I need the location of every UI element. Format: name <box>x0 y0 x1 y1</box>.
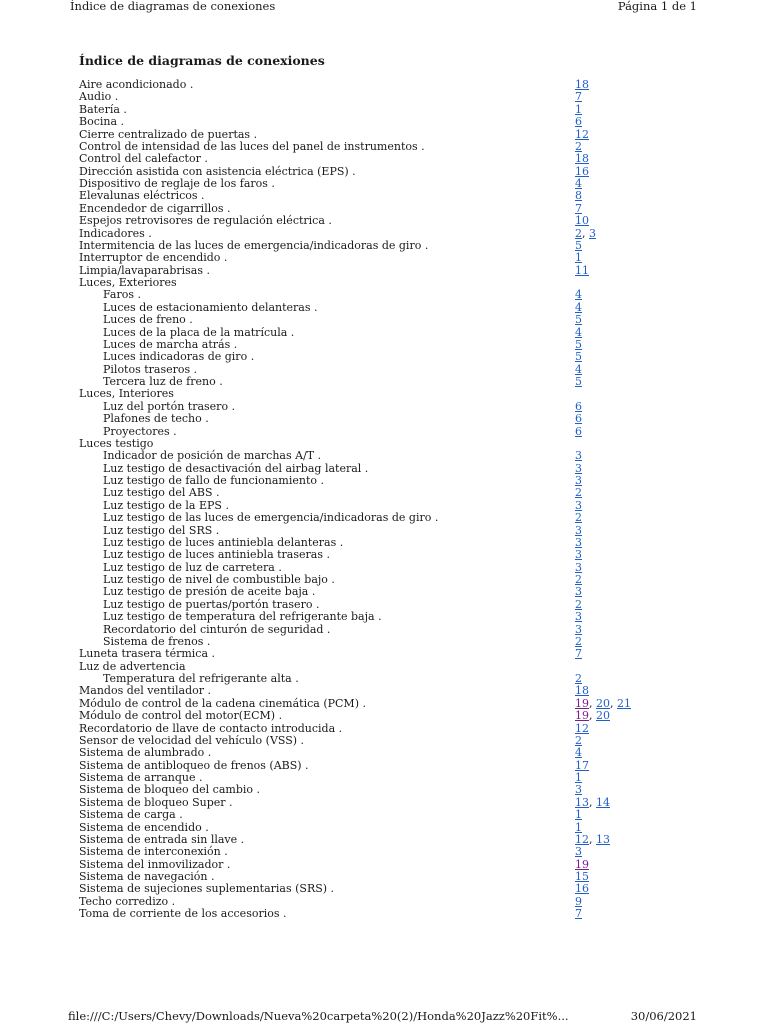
page-link[interactable]: 3 <box>575 560 582 574</box>
page-link[interactable]: 3 <box>575 523 582 537</box>
entry-label: Luces de la placa de la matrícula . <box>103 325 295 339</box>
entry-page-links <box>575 426 582 438</box>
index-entry <box>79 277 659 289</box>
page-link[interactable]: 1 <box>575 771 582 784</box>
entry-label: Sistema de arranque . <box>79 771 203 784</box>
entry-label: Sistema de alumbrado . <box>79 746 212 760</box>
page-link[interactable]: 3 <box>575 548 582 562</box>
index-subentry <box>79 314 659 326</box>
page-link[interactable]: 16 <box>575 882 589 896</box>
entry-page-links <box>575 908 582 920</box>
page-link[interactable]: 13 <box>596 832 610 846</box>
page-link[interactable]: 19 <box>575 696 589 710</box>
page-link[interactable]: 3 <box>575 783 582 797</box>
entry-label: Pilotos traseros . <box>103 362 198 376</box>
entry-label: Sistema de sujeciones suplementarias (SRS) . <box>79 882 335 896</box>
entry-page-links <box>575 376 582 388</box>
page-link[interactable]: 8 <box>575 189 582 203</box>
entry-label: Espejos retrovisores de regulación eléctrica . <box>79 214 332 228</box>
index-subentry <box>79 450 659 462</box>
entry-label: Luces de marcha atrás . <box>103 337 238 351</box>
entry-label: Dispositivo de reglaje de los faros . <box>79 177 275 190</box>
entry-label: Luz testigo de temperatura del refrigerante baja . <box>103 610 382 624</box>
page-link[interactable]: 1 <box>575 251 582 265</box>
page-link[interactable]: 6 <box>575 412 582 426</box>
page-link[interactable]: 5 <box>575 238 582 252</box>
entry-label: Aire acondicionado . <box>79 78 194 91</box>
entry-label: Luces testigo <box>79 436 154 450</box>
entry-label: Faros . <box>103 288 141 302</box>
index-entry <box>79 648 659 660</box>
page-link[interactable]: 2 <box>575 634 582 648</box>
index-subentry <box>79 351 659 363</box>
entry-label: Limpia/lavaparabrisas . <box>79 263 211 277</box>
entry-label: Sistema de navegación . <box>79 870 215 883</box>
page-link[interactable]: 4 <box>575 288 582 302</box>
page-link[interactable]: 18 <box>575 78 589 91</box>
footer-file-path: file:///C:/Users/Chevy/Downloads/Nueva%20carpeta%20(2)/Honda%20Jazz%20Fit%... <box>68 1009 569 1023</box>
entry-label: Tercera luz de freno . <box>103 375 223 388</box>
page-link[interactable]: 3 <box>575 498 582 512</box>
page-link-separator: , <box>589 696 596 710</box>
entry-label: Sensor de velocidad del vehículo (VSS) . <box>79 733 305 747</box>
index-entry <box>79 252 659 264</box>
page-link[interactable]: 11 <box>575 263 589 277</box>
entry-label: Bocina . <box>79 115 125 129</box>
index-entry <box>79 153 659 165</box>
page-link[interactable]: 6 <box>575 399 582 413</box>
index-entry <box>79 685 659 697</box>
entry-label: Luz testigo de presión de aceite baja . <box>103 585 316 599</box>
document-title: Índice de diagramas de conexiones <box>79 53 325 68</box>
page-link[interactable]: 2 <box>575 597 582 611</box>
entry-label: Luz testigo de fallo de funcionamiento . <box>103 474 324 487</box>
entry-label: Luz testigo de luces antiniebla traseras . <box>103 548 330 562</box>
entry-label: Mandos del ventilador . <box>79 684 212 698</box>
page-link-separator: , <box>610 696 617 710</box>
page-link[interactable]: 5 <box>575 375 582 388</box>
index-entry <box>79 104 659 116</box>
entry-label: Luces, Interiores <box>79 387 174 401</box>
page-link[interactable]: 4 <box>575 300 582 314</box>
page-link[interactable]: 5 <box>575 313 582 327</box>
page-link[interactable]: 3 <box>575 474 582 487</box>
page-link[interactable]: 5 <box>575 350 582 364</box>
page-link[interactable]: 7 <box>575 90 582 104</box>
entry-label: Sistema de bloqueo Super . <box>79 795 233 809</box>
entry-label: Plafones de techo . <box>103 412 209 426</box>
entry-label: Indicador de posición de marchas A/T . <box>103 449 322 463</box>
page-link-separator: , <box>589 709 596 723</box>
entry-label: Luz de advertencia <box>79 659 186 673</box>
page-link[interactable]: 3 <box>575 461 582 475</box>
entry-label: Luneta trasera térmica . <box>79 647 216 661</box>
page-link[interactable]: 5 <box>575 337 582 351</box>
index-subentry <box>79 512 659 524</box>
page-link[interactable]: 3 <box>575 449 582 463</box>
page-link[interactable]: 2 <box>575 573 582 586</box>
index-entry <box>79 710 659 722</box>
entry-label: Temperatura del refrigerante alta . <box>103 672 299 685</box>
entry-label: Luz testigo de luz de carretera . <box>103 560 282 574</box>
page-link[interactable]: 19 <box>575 857 589 871</box>
page-link[interactable]: 3 <box>575 535 582 549</box>
index-entry <box>79 846 659 858</box>
page-link[interactable]: 2 <box>575 672 582 685</box>
entry-label: Módulo de control del motor(ECM) . <box>79 709 283 723</box>
entry-label: Recordatorio de llave de contacto introducida . <box>79 721 343 735</box>
page-link-separator: , <box>582 226 589 240</box>
page-link[interactable]: 7 <box>575 647 582 661</box>
entry-label: Dirección asistida con asistencia eléctrica (EPS) . <box>79 164 356 178</box>
index-subentry <box>79 413 659 425</box>
entry-label: Sistema del inmovilizador . <box>79 857 231 871</box>
entry-page-links <box>575 265 589 277</box>
index-subentry <box>79 426 659 438</box>
page-link[interactable]: 15 <box>575 870 589 883</box>
index-subentry <box>79 487 659 499</box>
entry-label: Sistema de entrada sin llave . <box>79 832 245 846</box>
index-entry <box>79 190 659 202</box>
entry-label: Luz testigo de las luces de emergencia/indicadoras de giro . <box>103 511 439 525</box>
page-link[interactable]: 3 <box>575 610 582 624</box>
index-entry <box>79 784 659 796</box>
entry-label: Control de intensidad de las luces del panel de instrumentos . <box>79 139 425 153</box>
index-subentry <box>79 549 659 561</box>
page-link[interactable]: 2 <box>575 139 582 153</box>
index-subentry <box>79 586 659 598</box>
index-entry <box>79 908 659 920</box>
page-link[interactable]: 3 <box>575 845 582 859</box>
page-link[interactable]: 7 <box>575 201 582 215</box>
page-link[interactable]: 20 <box>596 709 610 723</box>
entry-label: Módulo de control de la cadena cinemática (PCM) . <box>79 696 366 710</box>
header-page-number: Página 1 de 1 <box>617 0 697 13</box>
page-link[interactable]: 4 <box>575 325 582 339</box>
entry-label: Sistema de carga . <box>79 808 183 822</box>
page-link[interactable]: 4 <box>575 362 582 376</box>
entry-label: Batería . <box>79 102 127 116</box>
index-entry <box>79 883 659 895</box>
page-link[interactable]: 1 <box>575 102 582 116</box>
entry-label: Indicadores . <box>79 226 152 240</box>
entry-label: Audio . <box>79 90 119 104</box>
entry-label: Sistema de frenos . <box>103 634 211 648</box>
entry-label: Luz testigo de nivel de combustible bajo . <box>103 573 335 586</box>
header-title: Índice de diagramas de conexiones <box>70 0 276 13</box>
page-link[interactable]: 6 <box>575 424 582 438</box>
page-link-separator: , <box>589 795 596 809</box>
index-entry <box>79 215 659 227</box>
index-entry <box>79 91 659 103</box>
page-link[interactable]: 21 <box>617 696 631 710</box>
entry-label: Control del calefactor . <box>79 152 208 166</box>
index-entry <box>79 388 659 400</box>
entry-label: Cierre centralizado de puertas . <box>79 127 258 141</box>
index-entry <box>79 116 659 128</box>
page-link[interactable]: 3 <box>575 622 582 636</box>
page-link[interactable]: 19 <box>575 709 589 723</box>
entry-page-links <box>575 648 582 660</box>
page-link[interactable]: 17 <box>575 758 589 772</box>
entry-label: Toma de corriente de los accesorios . <box>79 907 287 921</box>
index-entry <box>79 747 659 759</box>
page-link[interactable]: 1 <box>575 820 582 834</box>
page-link[interactable]: 4 <box>575 746 582 760</box>
entry-label: Sistema de encendido . <box>79 820 209 834</box>
page-link[interactable]: 2 <box>575 511 582 525</box>
page-link-separator: , <box>589 832 596 846</box>
page-link[interactable]: 2 <box>575 226 582 240</box>
page-footer <box>0 1010 768 1024</box>
index-entry <box>79 809 659 821</box>
entry-label: Luz del portón trasero . <box>103 399 236 413</box>
page-link[interactable]: 3 <box>589 226 596 240</box>
footer-date: 30/06/2021 <box>630 1009 697 1023</box>
page-link[interactable]: 2 <box>575 486 582 500</box>
entry-label: Intermitencia de las luces de emergencia/indicadoras de giro . <box>79 238 429 252</box>
entry-label: Luz testigo del SRS . <box>103 523 220 537</box>
entry-label: Luces, Exteriores <box>79 276 177 289</box>
page-link[interactable]: 12 <box>575 832 589 846</box>
entry-label: Luz testigo del ABS . <box>103 486 220 500</box>
page-link[interactable]: 12 <box>575 721 589 735</box>
page-link[interactable]: 20 <box>596 696 610 710</box>
page-header <box>0 0 768 14</box>
page-link[interactable]: 10 <box>575 214 589 228</box>
entry-label: Sistema de antibloqueo de frenos (ABS) . <box>79 758 309 772</box>
page-link[interactable]: 18 <box>575 152 589 166</box>
entry-label: Luces de estacionamiento delanteras . <box>103 300 318 314</box>
index-subentry <box>79 611 659 623</box>
page-link[interactable]: 12 <box>575 127 589 141</box>
index-entry <box>79 79 659 91</box>
entry-label: Luz testigo de puertas/portón trasero . <box>103 597 320 611</box>
page-link[interactable]: 2 <box>575 733 582 747</box>
entry-label: Techo corredizo . <box>79 894 176 908</box>
entry-label: Recordatorio del cinturón de seguridad . <box>103 622 331 636</box>
entry-label: Interruptor de encendido . <box>79 251 228 265</box>
entry-label: Luces de freno . <box>103 313 193 327</box>
entry-label: Luz testigo de la EPS . <box>103 498 229 512</box>
page-link[interactable]: 3 <box>575 585 582 599</box>
entry-label: Elevalunas eléctricos . <box>79 189 205 203</box>
index-subentry <box>79 289 659 301</box>
entry-label: Encendedor de cigarrillos . <box>79 201 231 215</box>
page-link[interactable]: 6 <box>575 115 582 129</box>
entry-label: Luces indicadoras de giro . <box>103 350 255 364</box>
entry-label: Proyectores . <box>103 424 177 438</box>
page-link[interactable]: 4 <box>575 177 582 190</box>
page-link[interactable]: 14 <box>596 795 610 809</box>
page-link[interactable]: 9 <box>575 894 582 908</box>
index-list <box>79 79 659 921</box>
page-link[interactable]: 7 <box>575 907 582 921</box>
page-link[interactable]: 1 <box>575 808 582 822</box>
page-link[interactable]: 16 <box>575 164 589 178</box>
entry-label: Sistema de bloqueo del cambio . <box>79 783 260 797</box>
entry-label: Sistema de interconexión . <box>79 845 228 859</box>
entry-label: Luz testigo de desactivación del airbag lateral . <box>103 461 369 475</box>
page-link[interactable]: 13 <box>575 795 589 809</box>
page-link[interactable]: 18 <box>575 684 589 698</box>
entry-label: Luz testigo de luces antiniebla delanteras . <box>103 535 344 549</box>
